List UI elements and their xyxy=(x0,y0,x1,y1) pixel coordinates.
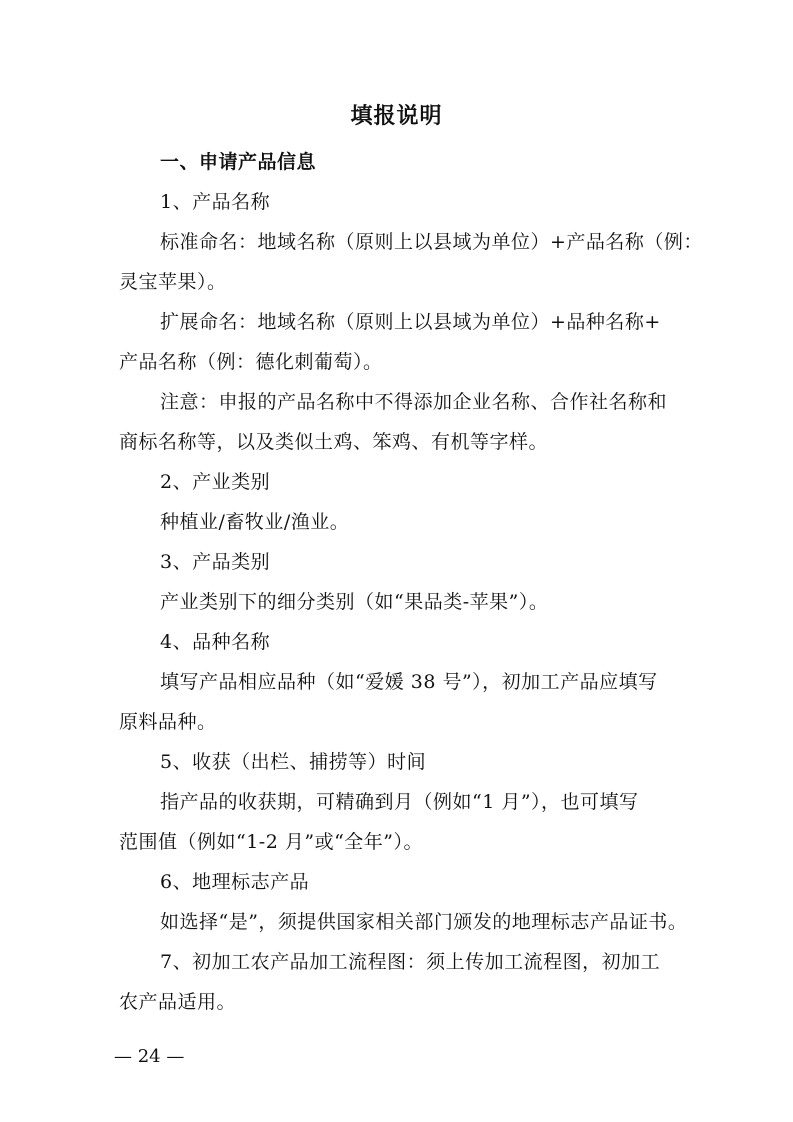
geo-text: 如选择“是”，须提供国家相关部门颁发的地理标志产品证书。 xyxy=(160,911,688,933)
item-2-label: 2、产业类别 xyxy=(160,471,271,493)
note-line-1: 注意：申报的产品名称中不得添加企业名称、合作社名称和 xyxy=(160,391,668,413)
category-text: 产业类别下的细分类别（如“果品类-苹果”）。 xyxy=(160,591,549,613)
extended-naming-line-1: 扩展命名：地域名称（原则上以县域为单位）+品种名称+ xyxy=(160,311,661,333)
standard-naming-line-1: 标准命名：地域名称（原则上以县域为单位）+产品名称（例： xyxy=(160,231,703,253)
item-1-label: 1、产品名称 xyxy=(160,191,271,213)
page-number: — 24 — xyxy=(114,1046,185,1067)
page-title: 填报说明 xyxy=(350,104,443,129)
item-6-label: 6、地理标志产品 xyxy=(160,871,310,893)
note-line-2: 商标名称等，以及类似土鸡、笨鸡、有机等字样。 xyxy=(119,431,549,453)
standard-naming-line-2: 灵宝苹果）。 xyxy=(119,271,227,293)
harvest-line-2: 范围值（例如“1-2 月”或“全年”）。 xyxy=(119,831,423,853)
variety-line-1: 填写产品相应品种（如“爱媛 38 号”），初加工产品应填写 xyxy=(160,671,658,693)
item-4-label: 4、品种名称 xyxy=(160,631,271,653)
extended-naming-line-2: 产品名称（例：德化刺葡萄）。 xyxy=(119,351,383,373)
item-7-line-2: 农产品适用。 xyxy=(119,991,237,1013)
industry-text: 种植业/畜牧业/渔业。 xyxy=(160,511,350,533)
item-7-line-1: 7、初加工农产品加工流程图：须上传加工流程图，初加工 xyxy=(160,951,661,973)
item-3-label: 3、产品类别 xyxy=(160,551,271,573)
variety-line-2: 原料品种。 xyxy=(119,711,217,733)
harvest-line-1: 指产品的收获期，可精确到月（例如“1 月”），也可填写 xyxy=(160,791,639,813)
section-heading-1: 一、申请产品信息 xyxy=(160,151,317,173)
item-5-label: 5、收获（出栏、捕捞等）时间 xyxy=(160,751,427,773)
